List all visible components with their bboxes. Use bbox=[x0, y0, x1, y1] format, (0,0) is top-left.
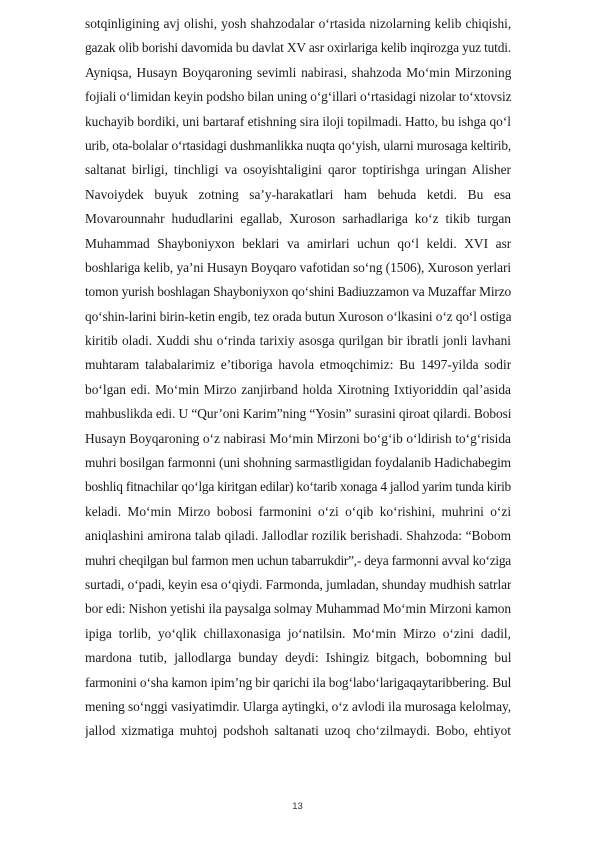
text-line: Navoiydek buyuk zotning sa’y-harakatlari ham behuda ketdi. Bu esa bbox=[85, 186, 511, 202]
text-line: Ayniqsa, Husayn Boyqaroning sevimli nabirasi, shahzoda Moʻmin Mirzoning bbox=[85, 64, 511, 80]
text-line: bor edi: Nishon yetishi ila paysalga solmay Muhammad Moʻmin Mirzoni kamon bbox=[85, 601, 511, 617]
body-text bbox=[85, 12, 511, 744]
text-line: ipiga torlib, yoʻqlik chillaxonasiga joʻnatilsin. Moʻmin Mirzo oʻzini dadil, bbox=[85, 625, 511, 641]
text-line: boshliq fitnachilar qoʻlga kiritgan edilar) koʻtarib xonaga 4 jallod yarim tunda kirib bbox=[85, 479, 511, 495]
text-line: mening soʻnggi vasiyatimdir. Ularga aytingki, oʻz avlodi ila murosaga kelolmay, bbox=[85, 698, 511, 714]
text-line: qoʻshin-larini birin-ketin engib, tez orada butun Xuroson oʻlkasini oʻz qoʻl ostiga bbox=[85, 308, 511, 324]
text-line: kiritib oladi. Xuddi shu oʻrinda tarixiy asosga qurilgan bir ibratli jonli lavhani bbox=[85, 333, 511, 349]
text-line: keladi. Moʻmin Mirzo bobosi farmonini oʻzi oʻqib koʻrishini, muhrini oʻzi bbox=[85, 503, 511, 519]
text-line: gazak olib borishi davomida bu davlat XV asr oxirlariga kelib inqirozga yuz tutdi. bbox=[85, 40, 511, 56]
text-line: fojiali oʻlimidan keyin podsho bilan uning oʻgʻillari oʻrtasidagi nizolar toʻxtovsiz bbox=[85, 89, 511, 105]
text-line: Husayn Boyqaroning oʻz nabirasi Moʻmin Mirzoni boʻgʻib oʻldirish toʻgʻrisida bbox=[85, 430, 511, 446]
text-line: kuchayib bordiki, uni bartaraf etishning sira iloji topilmadi. Hatto, bu ishga qoʻl bbox=[85, 113, 511, 129]
text-line: farmonini oʻsha kamon ipim’ng bir qarichi ila bogʻlaboʻlarigaqaytaribbering. Bul bbox=[85, 674, 511, 690]
text-line: boshlariga kelib, ya’ni Husayn Boyqaro vafotidan soʻng (1506), Xuroson yerlari bbox=[85, 259, 511, 275]
page-number: 13 bbox=[292, 801, 303, 812]
text-line: urib, ota-bolalar oʻrtasidagi dushmanlikka nuqta qoʻyish, ularni murosaga keltirib, bbox=[85, 137, 511, 153]
text-line: surtadi, oʻpadi, keyin esa oʻqiydi. Farmonda, jumladan, shunday mudhish satrlar bbox=[85, 576, 511, 592]
text-line: jallod xizmatiga muhtoj podshoh saltanati uzoq choʻzilmaydi. Bobo, ehtiyot bbox=[85, 723, 511, 739]
text-line: mahbuslikda edi. U “Qur’oni Karim”ning “Yosin” surasini qiroat qilardi. Bobosi bbox=[85, 406, 511, 422]
text-line: Muhammad Shayboniyxon beklari va amirlari uchun qoʻl keldi. XVI asr bbox=[85, 235, 511, 251]
text-line: muhri bosilgan farmonni (uni shohning sarmastligidan foydalanib Hadichabegim bbox=[85, 455, 511, 471]
text-line: mardona tutib, jallodlarga bunday deydi: Ishingiz bitgach, bobomning bul bbox=[85, 650, 511, 666]
text-line: Movarounnahr hududlarini egallab, Xuroson sarhadlariga koʻz tikib turgan bbox=[85, 211, 511, 227]
text-line: aniqlashini amirona talab qiladi. Jallodlar rozilik berishadi. Shahzoda: “Bobom bbox=[85, 528, 511, 544]
text-line: tomon yurish boshlagan Shayboniyxon qoʻshini Badiuzzamon va Muzaffar Mirzo bbox=[85, 284, 511, 300]
text-line: saltanat birligi, tinchligi va osoyishtaligini qaror toptirishga uringan Alisher bbox=[85, 162, 511, 178]
text-line: sotqinligining avj olishi, yosh shahzodalar oʻrtasida nizolarning kelib chiqishi, bbox=[85, 16, 511, 31]
text-line: muhri cheqilgan bul farmon men uchun tabarrukdir”,- deya farmonni avval koʻziga bbox=[85, 552, 511, 568]
text-line: muhtaram talabalarimiz e’tiboriga havola etmoqchimiz: Bu 1497-yilda sodir bbox=[85, 357, 511, 373]
text-line: boʻlgan edi. Moʻmin Mirzo zanjirband holda Xirotning Ixtiyoriddin qal’asida bbox=[85, 381, 511, 397]
